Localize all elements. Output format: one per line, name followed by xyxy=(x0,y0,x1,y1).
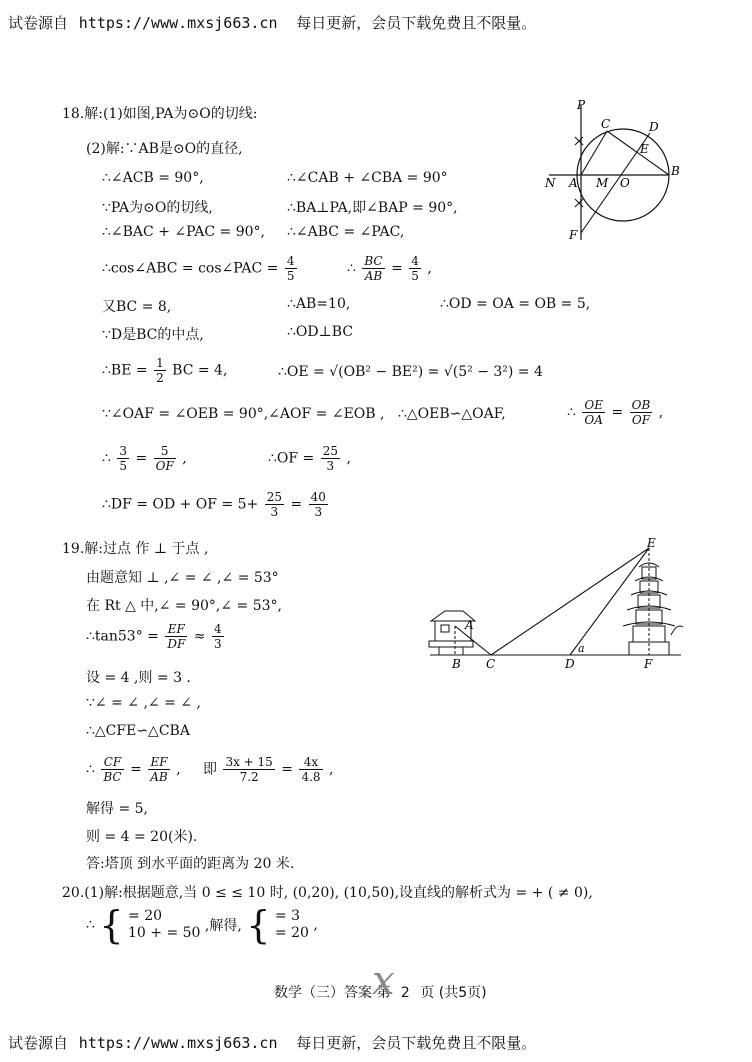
label-c: C xyxy=(601,117,611,131)
header-url[interactable]: https://www.mxsj663.cn xyxy=(78,1034,278,1052)
fraction xyxy=(299,755,322,784)
equation-system xyxy=(128,908,200,942)
q18-line-10a: ∵∠OAF = ∠OEB = 90°,∠AOF = ∠EOB , xyxy=(102,406,385,422)
numerator: BC xyxy=(364,254,383,268)
label-n: N xyxy=(545,176,556,190)
numerator: EF xyxy=(148,755,169,770)
numerator: 5 xyxy=(154,444,176,459)
footer-text: 页 (共5页) xyxy=(420,985,487,1001)
text-seg: ∴ xyxy=(347,260,356,277)
numerator: 25 xyxy=(266,490,283,504)
text-seg: , xyxy=(176,761,181,778)
q19-line-2: 由题意知 ⊥ ,∠ = ∠ ,∠ = 53° xyxy=(86,570,279,586)
text-seg: ∴ xyxy=(102,450,111,467)
label-b: B xyxy=(452,657,461,671)
text-seg: = xyxy=(290,496,303,513)
q18-line-8a: ∵D是BC的中点, xyxy=(102,327,204,343)
text-seg: ∴ xyxy=(567,404,576,421)
label-alpha: a xyxy=(578,642,585,655)
footer-page-number: 2 xyxy=(400,985,410,1001)
equation-row: = 20 xyxy=(274,925,309,941)
denominator: 7.2 xyxy=(239,770,259,784)
header-brand: 试卷源自 xyxy=(8,1034,69,1052)
denominator: AB xyxy=(150,770,168,784)
fraction xyxy=(582,398,605,427)
denominator: OF xyxy=(155,459,174,473)
numerator: 25 xyxy=(322,444,339,458)
numerator: CF xyxy=(101,755,123,770)
numerator: OB xyxy=(631,398,651,412)
label-d: D xyxy=(565,657,575,671)
q18-line-6a xyxy=(102,254,299,283)
numerator: OE xyxy=(584,398,603,412)
numerator: 4 xyxy=(411,254,419,268)
fraction xyxy=(154,356,166,385)
equation-row: 10 + = 50 xyxy=(128,925,201,941)
q19-line-1: 19.解:过点 作 ⊥ 于点 , xyxy=(62,541,209,557)
denominator: DF xyxy=(167,637,186,651)
text-seg: = xyxy=(611,404,624,421)
text-seg: = xyxy=(391,260,403,277)
q19-line-5: 设 = 4 ,则 = 3 . xyxy=(86,670,191,686)
left-brace: { xyxy=(99,903,124,947)
numerator: 4 xyxy=(213,622,222,636)
fraction xyxy=(309,490,328,519)
q18-line-5b: ∴∠ABC = ∠PAC, xyxy=(287,224,405,240)
denominator: 3 xyxy=(326,459,335,473)
fraction xyxy=(154,444,176,473)
fraction xyxy=(630,398,653,427)
header-brand: 试卷源自 xyxy=(8,14,69,32)
text-seg: = xyxy=(281,761,293,778)
fraction xyxy=(165,622,187,651)
fraction xyxy=(212,622,224,651)
q19-tower-figure xyxy=(425,535,687,675)
q18-line-2: (2)解:∵AB是⊙O的直径, xyxy=(86,141,243,157)
watermark-x-logo: x xyxy=(372,958,395,1004)
line-de xyxy=(570,548,649,655)
cross-mark-1 xyxy=(575,137,583,145)
left-brace: { xyxy=(246,903,271,947)
equation-system xyxy=(275,908,309,942)
numerator: 4 xyxy=(286,254,295,268)
text-seg: ∴cos∠ABC = cos∠PAC = xyxy=(102,260,279,277)
label-o: O xyxy=(620,176,630,190)
fraction xyxy=(117,444,129,473)
denominator: 4.8 xyxy=(301,770,321,784)
denominator: OF xyxy=(631,413,651,427)
denominator: 5 xyxy=(119,459,128,473)
q19-line-3: 在 Rt △ 中,∠ = 90°,∠ = 53°, xyxy=(86,598,282,614)
fraction xyxy=(101,755,123,784)
q19-line-10: 则 = 4 = 20(米). xyxy=(86,829,198,845)
line-cb xyxy=(607,131,669,175)
label-f: F xyxy=(569,228,578,242)
text-seg: BC = 4, xyxy=(172,362,228,379)
text-seg: , xyxy=(182,450,187,467)
fraction xyxy=(148,755,169,784)
q19-line-8b xyxy=(203,755,333,784)
label-p: P xyxy=(577,98,586,112)
numerator: 3 xyxy=(119,444,128,458)
fraction xyxy=(321,444,340,473)
line-ca xyxy=(581,131,607,175)
q19-line-7: ∴△CFE∽△CBA xyxy=(86,723,190,739)
footer-text: 数学（三）答案 第 xyxy=(274,985,391,1001)
cross-mark-2 xyxy=(575,199,583,207)
text-seg: ∴OF = xyxy=(268,450,315,467)
line-ce xyxy=(491,548,649,655)
label-a: A xyxy=(569,176,578,190)
q19-line-9: 解得 = 5, xyxy=(86,801,148,817)
fraction xyxy=(265,490,284,519)
q18-line-10c xyxy=(567,398,663,427)
text-seg: ∴ xyxy=(86,761,95,778)
label-e: E xyxy=(640,142,649,156)
text-seg: , xyxy=(427,260,432,277)
numerator: 3x + 15 xyxy=(225,755,273,769)
numerator: 1 xyxy=(156,356,164,370)
denominator: 2 xyxy=(156,371,164,385)
fraction xyxy=(409,254,421,283)
q18-line-11b xyxy=(268,444,351,473)
q18-line-8b: ∴OD⊥BC xyxy=(287,324,354,340)
q18-line-12 xyxy=(102,490,330,519)
q19-line-6: ∵∠ = ∠ ,∠ = ∠ , xyxy=(86,695,201,711)
denominator: 5 xyxy=(286,269,295,283)
denominator: BC xyxy=(103,770,122,784)
q18-line-9a xyxy=(102,356,227,385)
text-seg: ∴ xyxy=(86,917,95,933)
q18-line-6b xyxy=(347,254,432,283)
text-seg: , xyxy=(329,761,334,778)
equation-row: = 20 xyxy=(128,908,163,924)
label-f: F xyxy=(644,657,653,671)
q18-line-5a: ∴∠BAC + ∠PAC = 90°, xyxy=(102,224,265,240)
label-b: B xyxy=(671,164,680,178)
equation-row: = 3 xyxy=(274,908,301,924)
text-seg: , xyxy=(658,404,664,421)
pagoda-drawing xyxy=(623,563,683,655)
q18-geometry-figure xyxy=(535,95,685,245)
text-seg: = xyxy=(135,450,148,467)
q18-line-3b: ∴∠CAB + ∠CBA = 90° xyxy=(287,170,448,186)
text-seg: = xyxy=(130,761,142,778)
q18-line-7b: ∴AB=10, xyxy=(287,296,351,312)
label-m: M xyxy=(596,176,609,190)
denominator: 3 xyxy=(270,505,279,519)
header-bar xyxy=(8,12,536,33)
header-slogan: 每日更新，会员下载免费且不限量。 xyxy=(296,14,537,32)
text-seg: ≈ xyxy=(193,628,206,645)
numerator: 40 xyxy=(310,490,326,504)
q19-line-4 xyxy=(86,622,226,651)
label-c: C xyxy=(486,657,496,671)
q18-line-10b: ∴△OEB∽△OAF, xyxy=(398,406,506,422)
q18-line-11a xyxy=(102,444,187,473)
fraction xyxy=(223,755,274,784)
header-slogan: 每日更新，会员下载免费且不限量。 xyxy=(296,1034,537,1052)
text-seg: , xyxy=(346,450,351,467)
header-url[interactable]: https://www.mxsj663.cn xyxy=(78,14,278,32)
denominator: OA xyxy=(584,413,603,427)
text-seg: ∴DF = OD + OF = 5+ xyxy=(102,496,259,513)
q18-line-9b: ∴OE = √(OB² − BE²) = √(5² − 3²) = 4 xyxy=(278,364,543,380)
text-seg: , xyxy=(313,917,318,933)
fraction xyxy=(285,254,297,283)
q18-line-7a: 又BC = 8, xyxy=(102,299,172,315)
text-seg: ,解得, xyxy=(204,918,242,934)
numerator: 4x xyxy=(299,755,322,770)
denominator: 5 xyxy=(411,269,419,283)
label-a: A xyxy=(465,618,474,632)
q18-line-1: 18.解:(1)如图,PA为⊙O的切线: xyxy=(62,106,258,122)
text-seg: 即 xyxy=(203,761,217,778)
denominator: 3 xyxy=(314,505,323,519)
numerator: EF xyxy=(165,622,187,637)
label-d: D xyxy=(649,120,659,134)
q18-line-4b: ∴BA⊥PA,即∠BAP = 90°, xyxy=(287,200,458,216)
denominator: AB xyxy=(364,269,383,283)
text-seg: ∴tan53° = xyxy=(86,628,159,645)
q19-line-8 xyxy=(86,755,181,784)
text-seg: ∴BE = xyxy=(102,362,148,379)
q18-line-4a: ∵PA为⊙O的切线, xyxy=(102,200,213,216)
q19-line-11: 答:塔顶 到水平面的距离为 20 米. xyxy=(86,856,295,872)
q20-line-1: 20.(1)解:根据题意,当 0 ≤ ≤ 10 时, (0,20), (10,50),设直线的解析式为 = + ( ≠ 0), xyxy=(62,885,593,901)
denominator: 3 xyxy=(213,637,222,651)
q18-line-3a: ∴∠ACB = 90°, xyxy=(102,170,204,186)
q18-line-7c: ∴OD = OA = OB = 5, xyxy=(440,296,591,312)
bottom-header-bar xyxy=(8,1032,536,1053)
q20-line-2 xyxy=(86,903,318,947)
label-e: E xyxy=(647,536,656,550)
fraction xyxy=(362,254,384,283)
